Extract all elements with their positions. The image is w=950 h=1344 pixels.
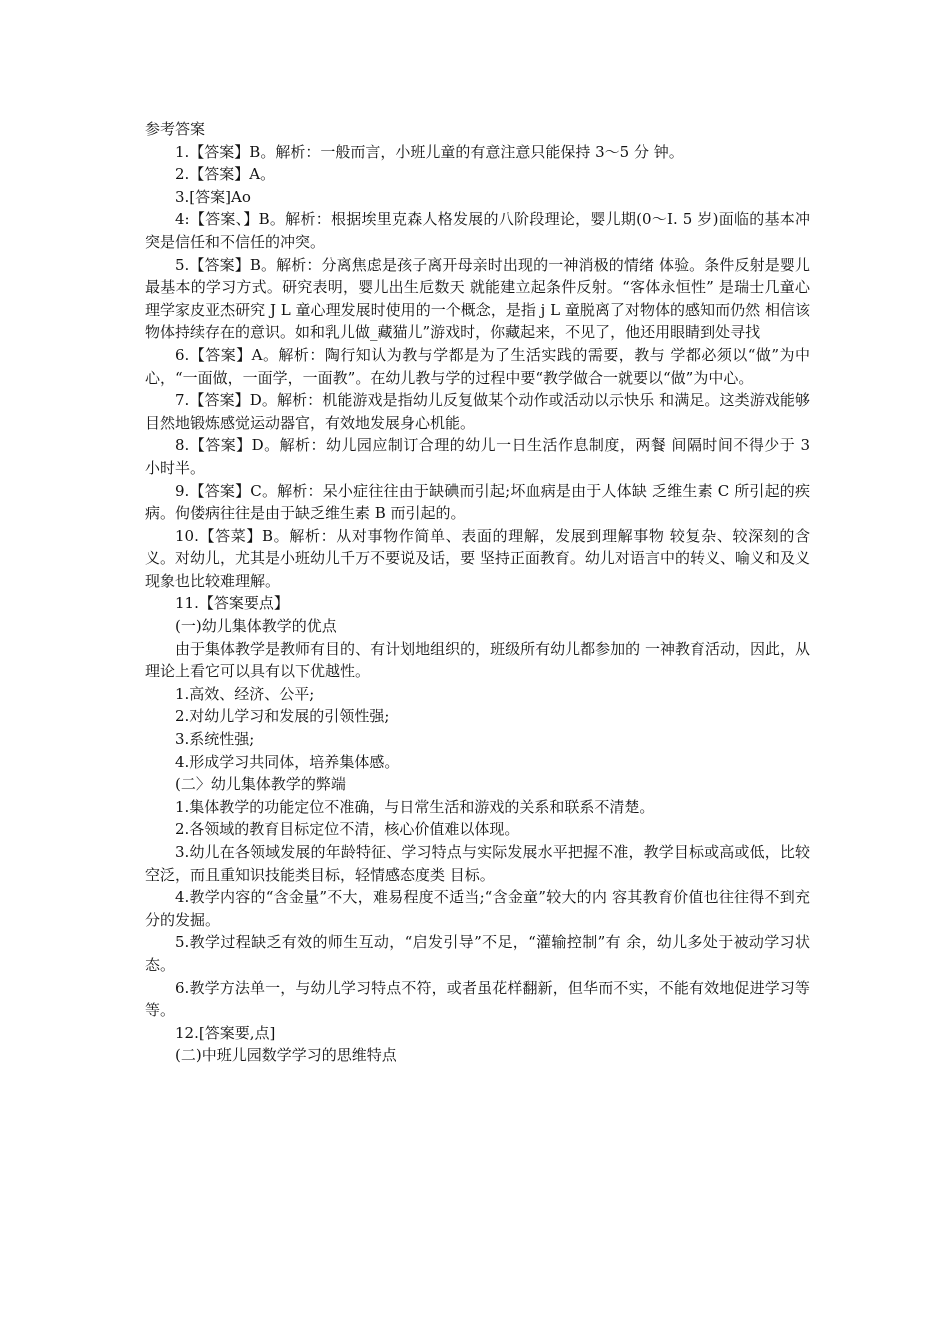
answer-8: 8.【答案】D。解析：幼儿园应制订合理的幼儿一日生活作息制度，两餐 间隔时间不得少于 3 小时半。 — [145, 436, 810, 477]
answer-10: 10.【答菜】B。解析：从对事物作简单、表面的理解，发展到理解事物 较复杂、较深刻的含义。对幼儿，尤其是小班幼儿千万不要说及话，要 坚持正面教育。幼儿对语言中的转义、喻义和及义现象也比较难理解。 — [145, 526, 810, 590]
list-item: 1.高效、经济、公平; — [175, 684, 315, 703]
list-item: 1.集体教学的功能定位不准确，与日常生活和游戏的关系和联系不清楚。 — [175, 797, 655, 816]
answer-12-heading: 12.[答案要,点] — [175, 1023, 276, 1042]
list-item: 2.各领域的教育目标定位不清，核心价值难以体现。 — [175, 820, 520, 839]
answer-4: 4:【答案、】B。解析：根据埃里克森人格发展的八阶段理论，婴儿期(0〜I. 5 岁)面临的基本冲突是信任和不信任的冲突。 — [145, 210, 810, 251]
subsection-heading: (二)中班儿园数学学习的思维特点 — [175, 1046, 397, 1065]
list-item: 2.对幼儿学习和发展的引领性强; — [175, 707, 390, 726]
subsection-heading: (一)幼儿集体教学的优点 — [175, 617, 337, 636]
answer-1: 1.【答案】B。解析：一般而言，小班儿童的有意注意只能保持 3〜5 分 钟。 — [175, 142, 684, 161]
answer-7: 7.【答案】D。解析：机能游戏是指幼儿反复做某个动作或活动以示快乐 和满足。这类游戏能够目然地锻炼感觉运动器官，有效地发展身心机能。 — [145, 391, 810, 432]
list-item: 6.教学方法单一，与幼儿学习特点不符，或者虽花样翻新，但华而不实，不能有效地促进学习等等。 — [145, 978, 810, 1020]
list-item: 3.系统性强; — [175, 730, 255, 749]
list-item: 5.教学过程缺乏有效的师生互动，“启发引导”不足，“灌输控制”有 余，幼儿多处于被动学习状态。 — [145, 933, 810, 974]
list-item: 3.幼儿在各领域发展的年龄特征、学习特点与实际发展水平把握不准，教学目标或高或低，比较空泛，而且重知识技能类目标，轻情感态度类 目标。 — [145, 843, 810, 884]
answer-9: 9.【答案】C。解析：呆小症往往由于缺碘而引起;坏血病是由于人体缺 乏维生素 C 所引起的疾病。佝偻病往往是由于缺乏维生素 B 而引起的。 — [145, 481, 810, 523]
list-item: 4.教学内容的“含金量”不大，难易程度不适当;“含金童”较大的内 容其教育价值也往往得不到充分的发掘。 — [145, 888, 810, 929]
list-item: 4.形成学习共同体，培养集体感。 — [175, 752, 400, 771]
answer-5: 5.【答案】B。解析：分离焦虑是孩子离开母亲时出现的一神消极的情绪 体验。条件反射是婴儿最基本的学习方式。研究表明，婴儿出生卮数天 就能建立起条件反射。“客体永恒性” 是瑞士几童心理学家皮亚杰研究 J L 童心理发展时使用的一个概念，是指 j L 童脱离了对物体的感知而仍然 相信该物体持续存在的意识。如和乳儿做_藏猫儿”游戏时，你藏起来，不见了，他还用眼睛到处寻找 — [145, 255, 810, 342]
answer-11-heading: 11.【答案要点】 — [175, 594, 289, 613]
answer-6: 6.【答案】A。解析：陶行知认为教与学都是为了生活实践的需要，教与 学都必须以“做”为中心，“一面做，一面学，一面教”。在幼儿教与学的过程中要“教学做合一就要以“做”为中心。 — [145, 345, 810, 387]
answer-3: 3.[答案]Ao — [175, 187, 251, 206]
document-page — [145, 118, 810, 1067]
answer-2: 2.【答案】A。 — [175, 165, 276, 184]
subsection-heading: (二〉幼儿集体教学的弊端 — [175, 775, 346, 794]
section-title: 参考答案 — [145, 120, 206, 138]
paragraph: 由于集体教学是教师有目的、有计划地组织的，班级所有幼儿都参加的 一神教育活动，因此，从理论上看它可以具有以下优越性。 — [145, 639, 810, 681]
